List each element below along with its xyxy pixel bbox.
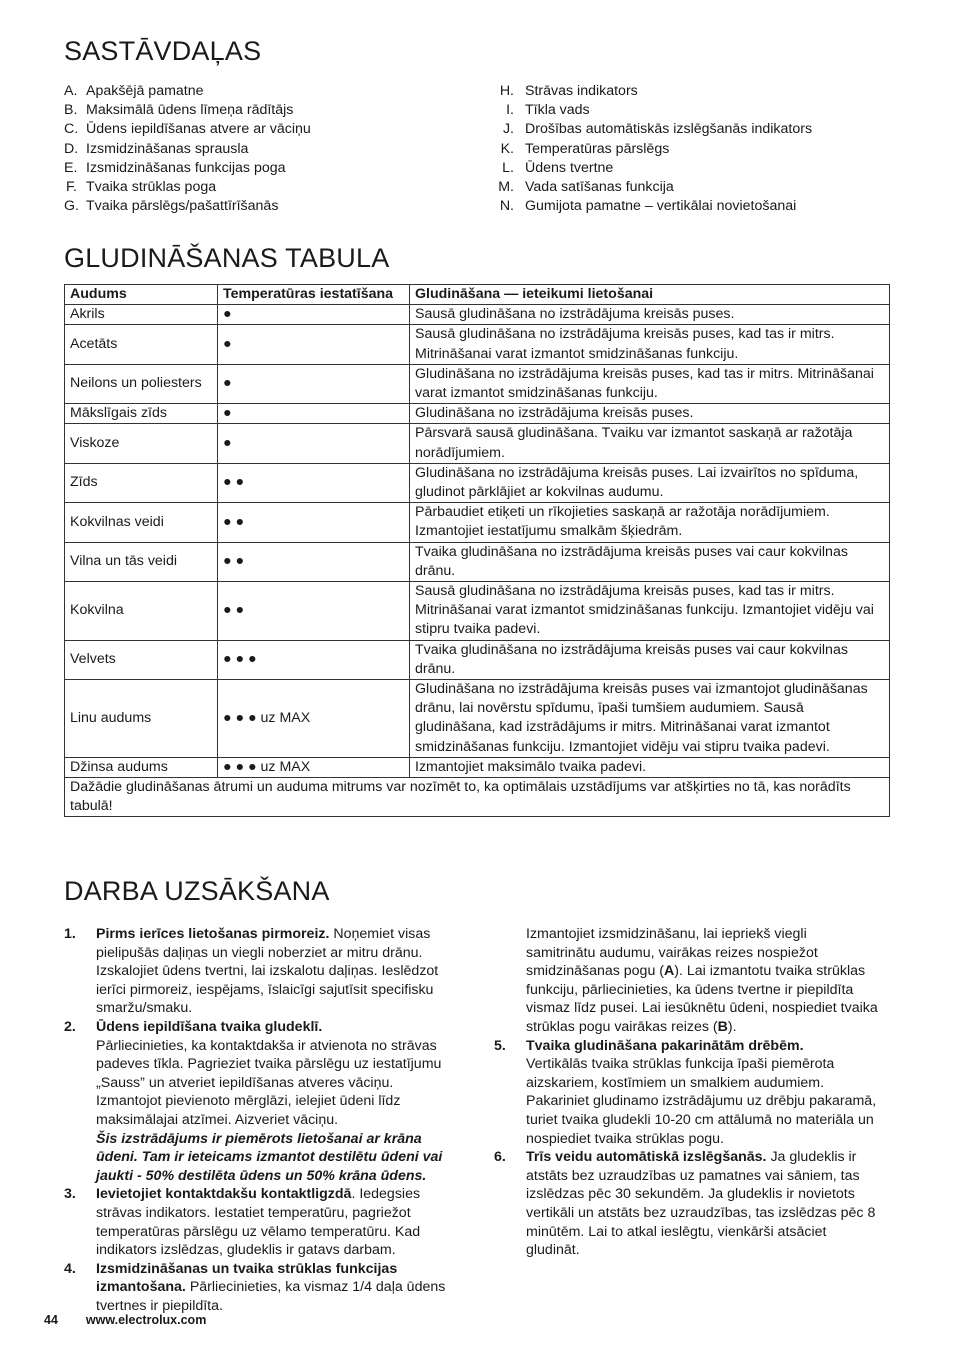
step-title: Ūdens iepildīšana tvaika gludeklī. xyxy=(96,1018,323,1035)
table-row xyxy=(65,325,890,364)
table-row xyxy=(65,404,890,424)
step-4 xyxy=(64,1260,450,1316)
section-title-components: SASTĀVDAĻAS xyxy=(64,36,262,66)
cell-fabric: Kokvilnas veidi xyxy=(65,503,218,542)
part-letter: I. xyxy=(506,102,514,119)
cell-advice: Sausā gludināšana no izstrādājuma kreisās puses, kad tas ir mitrs. Mitrināšanai varat izmantot smidzināšanas funkciju. Izmantojiet vidēju vai stipru tvaika padevi. xyxy=(410,582,890,641)
parts-list-item xyxy=(64,197,311,216)
part-letter: K. xyxy=(500,140,514,157)
cell-temperature: ● xyxy=(218,325,410,364)
part-label: Maksimālā ūdens līmeņa rādītājs xyxy=(86,102,294,119)
cell-fabric: Viskoze xyxy=(65,424,218,463)
part-label: Ūdens iepildīšanas atvere ar vāciņu xyxy=(86,121,311,138)
button-ref-b: B xyxy=(717,1018,728,1035)
parts-list-item xyxy=(493,178,812,197)
part-label: Vada satīšanas funkcija xyxy=(525,179,674,196)
part-label: Gumijota pamatne – vertikālai novietošanai xyxy=(525,198,797,215)
part-label: Tvaika pārslēgs/pašattīrīšanās xyxy=(86,198,279,215)
cell-advice: Gludināšana no izstrādājuma kreisās puses, kad tas ir mitrs. Mitrināšanai varat izmantot smidzināšanas funkciju. xyxy=(410,364,890,403)
step-text: Pārliecinieties, ka kontaktdakša ir atvienota no strāvas padeves tīkla. Pagrieziet tvaika pārslēgu uz iestatījumu „Sauss” un atveriet iepildīšanas atveres vāciņu. Izmantojot pievienoto mērglāzi, ielejiet ūdeni līdz maksimālajai atzīmei. Aizveriet vāciņu. xyxy=(96,1037,442,1128)
page-footer xyxy=(44,1313,206,1327)
step-text: ). Lai izmantotu tvaika strūklas funkciju, pārliecinieties, ka ūdens tvertne ir piepildīta vismaz līdz pusei. Lai iesūknētu ūdeni, nospiediet tvaika strūklas pogu vairākas reizes ( xyxy=(526,963,878,1035)
cell-advice: Pārbaudiet etiķeti un rīkojieties saskaņā ar ražotāja norādījumiem. Izmantojiet iestatījumu smalkām šķiedrām. xyxy=(410,503,890,542)
table-row xyxy=(65,424,890,463)
cell-fabric: Kokvilna xyxy=(65,582,218,641)
part-letter: E. xyxy=(64,159,78,176)
step-title: Ievietojiet kontaktdakšu kontaktligzdā xyxy=(96,1186,352,1203)
cell-temperature: ● ● ● uz MAX xyxy=(218,757,410,777)
part-letter: D. xyxy=(64,140,79,157)
step-text: . Iedegsies strāvas indikators. Iestatiet temperatūru, pagriežot temperatūras pārslēgu uz vēlamo temperatūru. Kad indikators izslēdzas, gludeklis ir gatavs darbam. xyxy=(96,1186,421,1259)
cell-advice: Pārsvarā sausā gludināšana. Tvaiku var izmantot saskaņā ar ražotāja norādījumiem. xyxy=(410,424,890,463)
step-number: 1. xyxy=(64,926,76,942)
part-letter: F. xyxy=(65,179,77,196)
part-label: Tīkla vads xyxy=(525,102,590,119)
cell-fabric: Acetāts xyxy=(65,325,218,364)
page-number: 44 xyxy=(44,1313,58,1327)
part-letter: G. xyxy=(64,198,79,215)
cell-temperature: ● ● ● xyxy=(218,640,410,679)
header-fabric: Audums xyxy=(65,285,218,305)
step-text: Vertikālās tvaika strūklas funkcija īpaši piemērota aizskariem, kostīmiem un smalkiem audumiem. Pakariniet gludinamo izstrādājumu uz drēbju pakaramā, turiet tvaika gludekli 10-20 cm attālumā no materiāla un nospiediet tvaika strūklas pogu. xyxy=(526,1056,877,1147)
cell-temperature: ● ● xyxy=(218,463,410,502)
table-footnote: Dažādie gludināšanas ātrumi un auduma mitrums var nozīmēt to, ka optimālais uzstādījums var atšķirties no tā, kas norādīts tabulā! xyxy=(65,778,890,817)
cell-fabric: Džinsa audums xyxy=(65,757,218,777)
parts-list-item xyxy=(493,101,812,120)
part-label: Apakšējā pamatne xyxy=(86,83,204,99)
parts-list-item xyxy=(493,197,812,216)
step-title: Pirms ierīces lietošanas pirmoreiz. xyxy=(96,926,330,942)
header-temperature: Temperatūras iestatīšana xyxy=(218,285,410,305)
cell-fabric: Vilna un tās veidi xyxy=(65,542,218,581)
step-5 xyxy=(494,1037,880,1149)
table-row xyxy=(65,364,890,403)
part-letter: L. xyxy=(502,159,514,176)
table-header-row xyxy=(65,285,890,305)
table-row xyxy=(65,582,890,641)
step-note: Šis izstrādājums ir piemērots lietošanai ar krāna ūdeni. Tam ir ieteicams izmantot destilētu ūdeni vai jaukti - 50% destilēta ūdens un 50% krāna ūdens. xyxy=(96,1130,443,1184)
cell-temperature: ● xyxy=(218,364,410,403)
cell-fabric: Linu audums xyxy=(65,680,218,758)
parts-list-item xyxy=(493,159,812,178)
cell-fabric: Akrils xyxy=(65,305,218,325)
button-ref-a: A xyxy=(664,963,675,980)
parts-list-item xyxy=(64,140,311,159)
parts-list-item xyxy=(64,178,311,197)
step-text: Pārliecinieties, ka vismaz 1/4 daļa ūdens tvertnes ir piepildīta. xyxy=(96,1279,446,1314)
cell-temperature: ● ● xyxy=(218,503,410,542)
step-text: ). xyxy=(727,1018,737,1035)
part-letter: M. xyxy=(498,179,514,196)
cell-temperature: ● xyxy=(218,404,410,424)
step-title: Trīs veidu automātiskā izslēgšanās. xyxy=(526,1149,767,1166)
part-label: Tvaika strūklas poga xyxy=(86,179,217,196)
cell-fabric: Neilons un poliesters xyxy=(65,364,218,403)
table-row xyxy=(65,463,890,502)
parts-list-item xyxy=(64,82,311,101)
cell-temperature: ● xyxy=(218,305,410,325)
cell-advice: Izmantojiet maksimālo tvaika padevi. xyxy=(410,757,890,777)
steps-column-left xyxy=(64,925,450,1315)
ironing-table xyxy=(64,284,890,817)
step-number: 4. xyxy=(64,1260,76,1277)
cell-advice: Tvaika gludināšana no izstrādājuma kreisās puses vai caur kokvilnas drānu. xyxy=(410,542,890,581)
table-row xyxy=(65,503,890,542)
step-number: 5. xyxy=(494,1037,506,1054)
step-number: 2. xyxy=(64,1018,76,1035)
part-letter: J. xyxy=(502,121,514,138)
cell-advice: Gludināšana no izstrādājuma kreisās puses. xyxy=(410,404,890,424)
step-text: Izmantojiet izsmidzināšanu, lai iepriekš viegli samitrinātu audumu, vairākas reizes nospiežot smidzināšanas pogu ( xyxy=(526,926,818,980)
part-label: Temperatūras pārslēgs xyxy=(525,140,670,157)
step-number: 6. xyxy=(494,1149,506,1166)
step-number: 3. xyxy=(64,1186,76,1203)
cell-fabric: Mākslīgais zīds xyxy=(65,404,218,424)
step-2 xyxy=(64,1018,450,1185)
part-label: Drošības automātiskās izslēgšanās indikators xyxy=(525,121,813,138)
cell-advice: Sausā gludināšana no izstrādājuma kreisās puses. xyxy=(410,305,890,325)
cell-temperature: ● xyxy=(218,424,410,463)
table-row xyxy=(65,305,890,325)
step-title: Tvaika gludināšana pakarinātām drēbēm. xyxy=(526,1037,804,1054)
part-label: Strāvas indikators xyxy=(525,83,638,99)
part-letter: A. xyxy=(64,83,78,99)
part-letter: H. xyxy=(499,83,514,99)
cell-temperature: ● ● ● uz MAX xyxy=(218,680,410,758)
cell-advice: Gludināšana no izstrādājuma kreisās puses. Lai izvairītos no spīduma, gludinot pārklājiet ar kokvilnas audumu. xyxy=(410,463,890,502)
parts-list-item xyxy=(493,120,812,139)
section-title-ironing-table: GLUDINĀŠANAS TABULA xyxy=(64,243,390,273)
step-1 xyxy=(64,925,450,1018)
part-letter: C. xyxy=(64,121,79,138)
cell-temperature: ● ● xyxy=(218,582,410,641)
cell-advice: Gludināšana no izstrādājuma kreisās puses vai izmantojot gludināšanas drānu, lai novērstu spīdumu, īpaši tumšiem audumiem. Sausā gludināšana, kad izstrādājums ir mitrs. Mitrināšanai varat izmantot smidzināšanas funkciju. Izmantojiet vidēju vai stipru tvaika padevi. xyxy=(410,680,890,758)
part-letter: B. xyxy=(64,102,78,119)
footer-url[interactable]: www.electrolux.com xyxy=(85,1313,207,1327)
parts-list-item xyxy=(64,159,311,178)
table-row xyxy=(65,757,890,777)
cell-fabric: Zīds xyxy=(65,463,218,502)
part-label: Izsmidzināšanas funkcijas poga xyxy=(86,159,286,176)
header-advice: Gludināšana — ieteikumi lietošanai xyxy=(410,285,890,305)
table-row xyxy=(65,542,890,581)
cell-advice: Sausā gludināšana no izstrādājuma kreisās puses, kad tas ir mitrs. Mitrināšanai varat izmantot smidzināšanas funkciju. xyxy=(410,325,890,364)
cell-advice: Tvaika gludināšana no izstrādājuma kreisās puses vai caur kokvilnas drānu. xyxy=(410,640,890,679)
part-label: Ūdens tvertne xyxy=(525,159,614,176)
table-row xyxy=(65,640,890,679)
parts-list-item xyxy=(64,101,311,120)
section-title-getting-started: DARBA UZSĀKŠANA xyxy=(64,876,330,906)
step-text: Ja gludeklis ir atstāts bez uzraudzības uz pamatnes vai sāniem, tas izslēdzas pēc 30 sekundēm. Ja gludeklis ir novietots vertikāli un atstāts bez uzraudzības, tas izslēdzas pēc 8 minūtēm. Lai to atkal ieslēgtu, vienkārši atsāciet gludināt. xyxy=(526,1149,876,1259)
step-4-continued xyxy=(494,925,880,1037)
parts-list-right xyxy=(493,82,812,216)
parts-list-item xyxy=(493,140,812,159)
parts-list-item xyxy=(493,82,812,101)
step-3 xyxy=(64,1185,450,1259)
part-label: Izsmidzināšanas sprausla xyxy=(86,140,249,157)
steps-column-right xyxy=(494,925,880,1260)
parts-list-left xyxy=(64,82,311,216)
table-row xyxy=(65,680,890,758)
step-text: Noņemiet visas pielipušās daļiņas un viegli noberziet ar mitru drānu. Izskalojiet ūdens tvertni, lai izskalotu daļiņas. Ieslēdzot ierīci pirmoreiz, iespējams, īslaicīgi sajutīsit specifisku smaržu/smaku. xyxy=(96,926,439,1017)
step-6 xyxy=(494,1148,880,1260)
table-footnote-row xyxy=(65,778,890,817)
cell-fabric: Velvets xyxy=(65,640,218,679)
step-title: Izsmidzināšanas un tvaika strūklas funkcijas izmantošana. xyxy=(96,1260,398,1296)
parts-list-item xyxy=(64,120,311,139)
part-letter: N. xyxy=(499,198,514,215)
cell-temperature: ● ● xyxy=(218,542,410,581)
